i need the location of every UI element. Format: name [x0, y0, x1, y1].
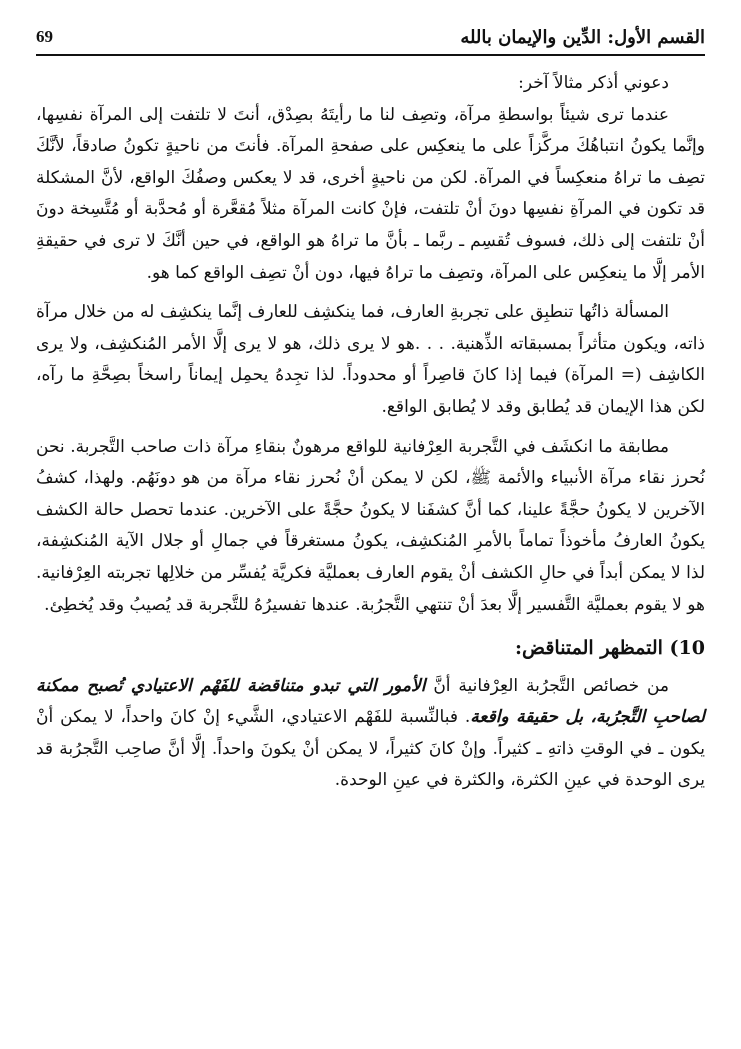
paragraph-contradiction [36, 671, 705, 797]
page-number: 69 [36, 27, 53, 46]
section-heading: 10) التمظهر المتناقض: [515, 637, 705, 660]
page-header [36, 20, 705, 56]
page-body [36, 68, 705, 797]
running-title: القسم الأول: الدِّين والإيمان بالله [460, 26, 705, 48]
intro-line: دعوني أذكر مثالاً آخر: [518, 73, 669, 93]
paragraph-unveiling: مطابقة ما انكشَف في التَّجربة العِرْفانية للواقع مرهونٌ بنقاءِ مرآة ذات صاحب التَّجربة. نحن نُحرز نقاء مرآة الأنبياء والأئمة ﷺ، لكن لا يمكن أنْ نُحرز نقاء مرآة من هو دونَهُم. ولهذا، كشفُ الآخرين لا يكونُ حجَّةً علينا، كما أنَّ كشفَنا لا يكونُ حجَّةً على الآخرين. عندما تحصل حالة الكشف يكونُ العارفُ مأخوذاً تماماً بالأمرِ المُنكشِف، يكونُ مستغرقاً في جمالِ أو جلال الآية المُنكشِفة، لذا لا يمكن أبداً في حالِ الكشف أنْ يقوم العارف بعمليَّة فكريَّة يُفسِّر من خلالِها تجربته العِرْفانية. هو لا يقوم بعمليَّة التَّفسير إلَّا بعدَ أنْ تنتهي التَّجرُبة. عندها تفسيرُهُ للتَّجربة قد يُصيبُ وقد يُخطِئ. [36, 436, 705, 615]
paragraph-contradiction-end: . فبالنِّسبة للفَهْم الاعتيادي، الشَّيء إنْ كانَ واحداً، لا يمكن أنْ يكون ـ في الوقتِ ذاتهِ ـ كثيراً. وإنْ كانَ كثيراً، لا يمكن أنْ يكونَ واحداً. إلَّا أنَّ صاحِب التَّجرُبة قد يرى الوحدة في عينِ الكثرة، والكثرة في عينِ الوحدة. [36, 707, 705, 791]
paragraph-contradiction-emphasis: الأمور التي تبدو متناقضة للفَهْم الاعتيادي تُصبح ممكنة لصاحبِ التَّجرُبة، بل حقيقة واقعة [36, 675, 705, 728]
paragraph-mystic-experience: المسألة ذاتُها تنطبِق على تجربةِ العارف، فما ينكشِف للعارف إنَّما ينكشِف له من خلال مرآة ذاته، ويكون متأثراً بمسبقاته الذِّهنية. . . .هو لا يرى ذلك، هو لا يرى إلَّا الأمر المُنكشِف، ولا يرى الكاشِف (= المرآة) فيما إذا كانَ قاصِراً أو محدوداً. لذا تجِدهُ يحمِل إيماناً راسخاً بصِحَّةِ ما رآه، لكن هذا الإيمان قد يُطابق وقد لا يُطابق الواقع. [36, 302, 705, 417]
paragraph-mirror-example: عندما ترى شيئاً بواسطةِ مرآة، وتصِف لنا ما رأيتَهُ بصِدْق، أنتَ لا تلتفت إلى المرآة نفسِها، وإنَّما يكونُ انتباهُكَ مركَّزاً على ما ينعكِس على صفحةِ المرآة. فأنتَ من ناحيةٍ تكونُ صادقاً، لأنَّكَ تصِف ما تراهُ منعكِساً في المرآة. لكن من ناحيةٍ أخرى، قد لا يعكس وصفُكَ الواقع، لأنَّ المشكلة قد تكون في المرآةِ نفسِها دونَ أنْ تلتفت، فإنْ كانت المرآة مثلاً مُقعَّرة أو مُحدَّبة أو مُتَّسِخة دونَ أنْ تلتفت إلى ذلك، فسوف تُقسِم ـ ربَّما ـ بأنَّ ما تراهُ هو الواقع، في حين أنَّكَ لا ترى في حقيقةِ الأمر إلَّا ما ينعكِس على المرآة، وتصِف ما تراهُ فيها، دون أنْ تصِف الواقع كما هو. [36, 104, 705, 283]
paragraph-contradiction-start: من خصائص التَّجرُبة العِرْفانية أنَّ [425, 675, 669, 696]
